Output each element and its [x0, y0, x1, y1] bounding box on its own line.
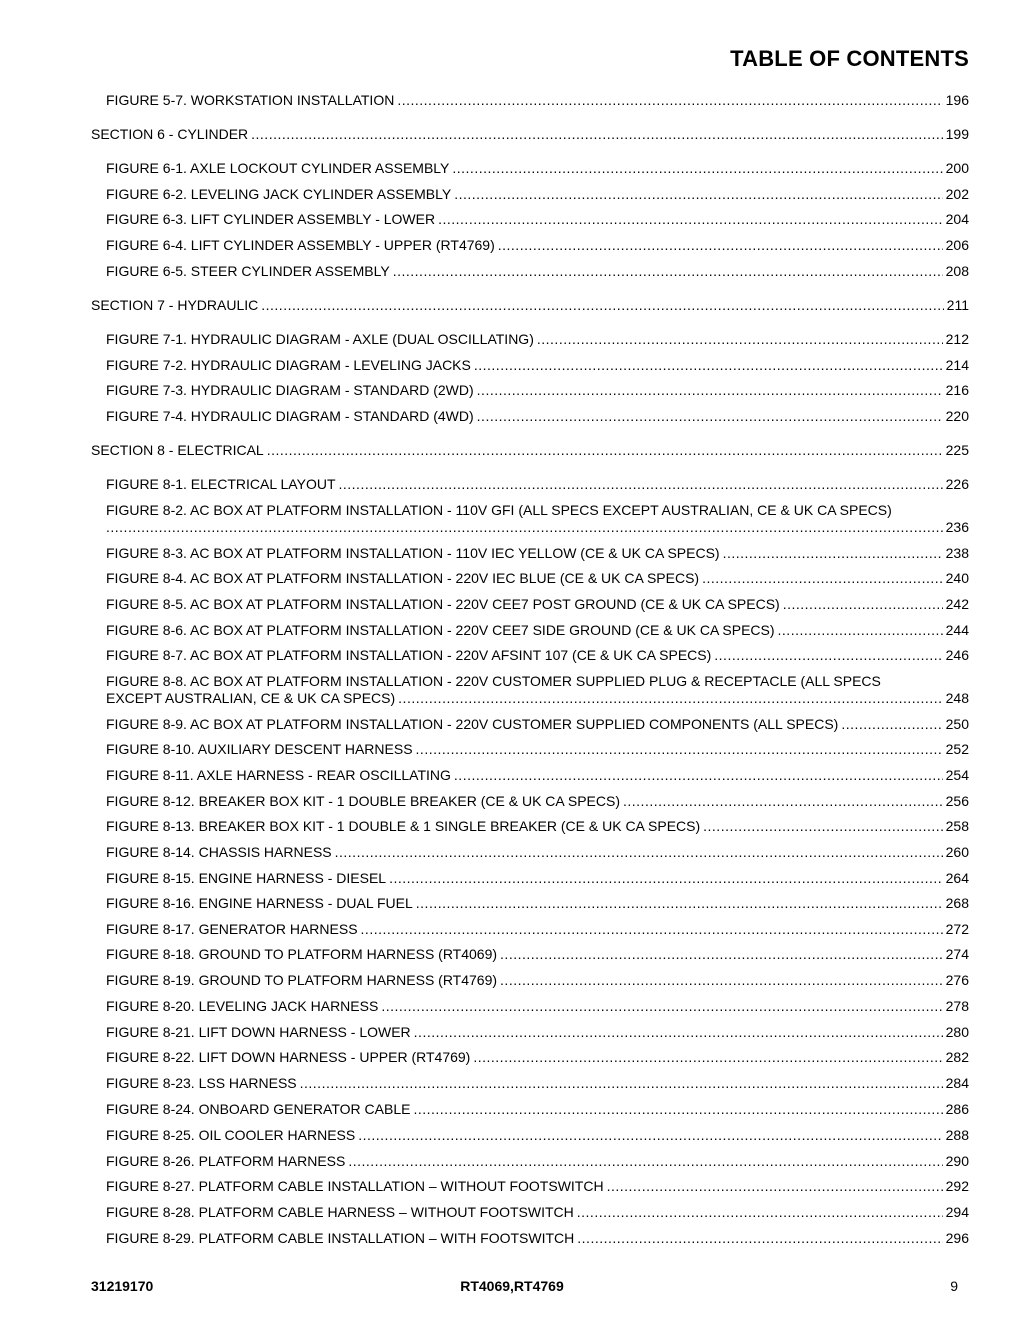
footer-doc-number: 31219170: [91, 1278, 154, 1294]
dot-leader: [452, 160, 942, 177]
toc-entry-label: FIGURE 8-22. LIFT DOWN HARNESS - UPPER (RT4769): [106, 1049, 471, 1065]
toc-entry-page: 280: [945, 1024, 969, 1040]
toc-entry-label: FIGURE 6-5. STEER CYLINDER ASSEMBLY: [106, 263, 390, 279]
dot-leader: [577, 1230, 942, 1247]
toc-entry[interactable]: [106, 1075, 969, 1092]
toc-entry[interactable]: [106, 946, 969, 963]
toc-entry[interactable]: [106, 972, 969, 989]
dot-leader: [607, 1178, 943, 1195]
dot-leader: [261, 297, 943, 314]
toc-entry-label: FIGURE 8-7. AC BOX AT PLATFORM INSTALLATION - 220V AFSINT 107 (CE & UK CA SPECS): [106, 647, 712, 663]
toc-entry-label: FIGURE 7-4. HYDRAULIC DIAGRAM - STANDARD (4WD): [106, 408, 474, 424]
toc-entry-label: FIGURE 8-13. BREAKER BOX KIT - 1 DOUBLE & 1 SINGLE BREAKER (CE & UK CA SPECS): [106, 818, 701, 834]
toc-entry-label: FIGURE 6-4. LIFT CYLINDER ASSEMBLY - UPPER (RT4769): [106, 237, 495, 253]
toc-entry-label: FIGURE 8-5. AC BOX AT PLATFORM INSTALLATION - 220V CEE7 POST GROUND (CE & UK CA SPECS): [106, 596, 780, 612]
page-title: TABLE OF CONTENTS: [730, 46, 969, 71]
toc-entry-label: FIGURE 8-20. LEVELING JACK HARNESS: [106, 998, 379, 1014]
dot-leader: [714, 647, 942, 664]
toc-entry-label: FIGURE 8-16. ENGINE HARNESS - DUAL FUEL: [106, 895, 413, 911]
toc-entry-page: 282: [945, 1049, 969, 1065]
toc-entry-page: 296: [945, 1230, 969, 1246]
toc-entry-label: FIGURE 8-6. AC BOX AT PLATFORM INSTALLATION - 220V CEE7 SIDE GROUND (CE & UK CA SPECS): [106, 622, 775, 638]
toc-entry-label: FIGURE 8-17. GENERATOR HARNESS: [106, 921, 358, 937]
toc-entry[interactable]: [106, 570, 969, 587]
dot-leader: [381, 998, 942, 1015]
dot-leader: [778, 622, 943, 639]
toc-entry-label: FIGURE 8-27. PLATFORM CABLE INSTALLATION – WITHOUT FOOTSWITCH: [106, 1178, 604, 1194]
dot-leader: [474, 357, 943, 374]
toc-entry-label: FIGURE 6-1. AXLE LOCKOUT CYLINDER ASSEMBLY: [106, 160, 450, 176]
toc-entry[interactable]: [106, 767, 969, 784]
dot-leader: [723, 545, 943, 562]
toc-entry[interactable]: [106, 476, 969, 493]
dot-leader: [339, 476, 943, 493]
toc-entry-label: FIGURE 8-4. AC BOX AT PLATFORM INSTALLATION - 220V IEC BLUE (CE & UK CA SPECS): [106, 570, 700, 586]
toc-entry[interactable]: [106, 716, 969, 733]
toc-entry-label: FIGURE 8-1. ELECTRICAL LAYOUT: [106, 476, 336, 492]
dot-leader: [438, 211, 943, 228]
toc-entry-label: FIGURE 8-25. OIL COOLER HARNESS: [106, 1127, 356, 1143]
toc-section-label: SECTION 8 - ELECTRICAL: [91, 442, 264, 458]
dot-leader: [389, 870, 943, 887]
dot-leader: [703, 818, 943, 835]
toc-entry-page: 226: [945, 476, 969, 492]
toc-entry-page: 286: [945, 1101, 969, 1117]
dot-leader: [477, 382, 943, 399]
dot-leader: [106, 519, 943, 536]
dot-leader: [454, 767, 943, 784]
toc-entry-label-continued: EXCEPT AUSTRALIAN, CE & UK CA SPECS): [106, 690, 396, 706]
dot-leader: [414, 1024, 943, 1041]
toc-entry[interactable]: [106, 263, 969, 280]
dot-leader: [300, 1075, 943, 1092]
dot-leader: [393, 263, 943, 280]
toc-entry[interactable]: [106, 895, 969, 912]
dot-leader: [577, 1204, 943, 1221]
toc-entry[interactable]: [106, 545, 969, 562]
toc-entry-page: 202: [945, 186, 969, 202]
toc-entry-page: 250: [945, 716, 969, 732]
toc-entry-label: FIGURE 8-14. CHASSIS HARNESS: [106, 844, 332, 860]
dot-leader: [416, 895, 943, 912]
dot-leader: [783, 596, 943, 613]
toc-entry[interactable]: [106, 1178, 969, 1195]
toc-entry-page: 200: [945, 160, 969, 176]
toc-entry[interactable]: [106, 596, 969, 613]
toc-entry[interactable]: [106, 1049, 969, 1066]
dot-leader: [500, 946, 943, 963]
toc-entry-label: FIGURE 8-26. PLATFORM HARNESS: [106, 1153, 346, 1169]
toc-entry-label: FIGURE 8-9. AC BOX AT PLATFORM INSTALLATION - 220V CUSTOMER SUPPLIED COMPONENTS (ALL SPECS): [106, 716, 839, 732]
dot-leader: [477, 408, 943, 425]
toc-entry-page: 199: [945, 126, 969, 142]
toc-entry-page: 258: [945, 818, 969, 834]
toc-entry[interactable]: [106, 1153, 969, 1170]
toc-entry-page: 272: [945, 921, 969, 937]
toc-entry-page: 260: [945, 844, 969, 860]
toc-entry-label: FIGURE 8-29. PLATFORM CABLE INSTALLATION – WITH FOOTSWITCH: [106, 1230, 575, 1246]
toc-entry[interactable]: [106, 1024, 969, 1041]
dot-leader: [267, 442, 943, 459]
toc-section-label: SECTION 7 - HYDRAULIC: [91, 297, 259, 313]
toc-entry-page: 252: [945, 741, 969, 757]
toc-section-label: SECTION 6 - CYLINDER: [91, 126, 249, 142]
toc-entry-page: 274: [945, 946, 969, 962]
dot-leader: [348, 1153, 942, 1170]
toc-entry[interactable]: [106, 502, 969, 536]
toc-entry[interactable]: [106, 408, 969, 425]
toc-entry[interactable]: [106, 818, 969, 835]
toc-entry[interactable]: [106, 92, 969, 109]
toc-entry-label: FIGURE 8-18. GROUND TO PLATFORM HARNESS (RT4069): [106, 946, 498, 962]
toc-entry[interactable]: [91, 126, 969, 143]
dot-leader: [416, 741, 943, 758]
toc-entry[interactable]: [91, 297, 969, 314]
toc-entry-page: 276: [945, 972, 969, 988]
toc-entry[interactable]: [106, 1101, 969, 1118]
dot-leader: [473, 1049, 942, 1066]
toc-entry-page: 278: [945, 998, 969, 1014]
toc-entry[interactable]: [106, 647, 969, 664]
toc-entry-page: 208: [945, 263, 969, 279]
toc-entry-page: 246: [945, 647, 969, 663]
toc-entry-label: FIGURE 8-11. AXLE HARNESS - REAR OSCILLATING: [106, 767, 451, 783]
dot-leader: [361, 921, 943, 938]
footer-models: RT4069,RT4769: [460, 1278, 564, 1294]
dot-leader: [498, 237, 943, 254]
toc-entry-label: FIGURE 5-7. WORKSTATION INSTALLATION: [106, 92, 395, 108]
toc-entry[interactable]: [91, 442, 969, 459]
dot-leader: [500, 972, 943, 989]
toc-entry-label: FIGURE 8-10. AUXILIARY DESCENT HARNESS: [106, 741, 413, 757]
toc-entry-page: 244: [945, 622, 969, 638]
dot-leader: [702, 570, 943, 587]
toc-entry-label: FIGURE 7-2. HYDRAULIC DIAGRAM - LEVELING JACKS: [106, 357, 471, 373]
toc-entry[interactable]: [106, 237, 969, 254]
toc-entry-label: FIGURE 7-1. HYDRAULIC DIAGRAM - AXLE (DUAL OSCILLATING): [106, 331, 534, 347]
toc-entry-label: FIGURE 8-24. ONBOARD GENERATOR CABLE: [106, 1101, 411, 1117]
toc-entry-label: FIGURE 8-2. AC BOX AT PLATFORM INSTALLATION - 110V GFI (ALL SPECS EXCEPT AUSTRALIAN, CE & UK CA SPECS): [106, 502, 892, 518]
toc-entry-page: 236: [945, 519, 969, 535]
dot-leader: [537, 331, 943, 348]
dot-leader: [454, 186, 942, 203]
dot-leader: [413, 1101, 942, 1118]
toc-entry-page: 256: [945, 793, 969, 809]
toc-entry-page: 238: [945, 545, 969, 561]
toc-entry-label: FIGURE 8-28. PLATFORM CABLE HARNESS – WITHOUT FOOTSWITCH: [106, 1204, 574, 1220]
toc-entry-page: 292: [945, 1178, 969, 1194]
toc-entry-page: 206: [945, 237, 969, 253]
toc-entry-page: 242: [945, 596, 969, 612]
toc-entry-label: FIGURE 7-3. HYDRAULIC DIAGRAM - STANDARD (2WD): [106, 382, 474, 398]
footer-page-number: 9: [950, 1278, 958, 1294]
toc-entry-page: 240: [945, 570, 969, 586]
toc-entry[interactable]: [106, 382, 969, 399]
toc-entry-label: FIGURE 8-23. LSS HARNESS: [106, 1075, 297, 1091]
toc-entry-label: FIGURE 8-3. AC BOX AT PLATFORM INSTALLATION - 110V IEC YELLOW (CE & UK CA SPECS): [106, 545, 720, 561]
toc-entry-page: 264: [945, 870, 969, 886]
toc-entry[interactable]: [106, 1127, 969, 1144]
dot-leader: [251, 126, 943, 143]
toc-entry-page: 216: [945, 382, 969, 398]
toc-entry[interactable]: [106, 211, 969, 228]
toc-entry-page: 212: [945, 331, 969, 347]
toc-entry[interactable]: [106, 186, 969, 203]
dot-leader: [397, 92, 942, 109]
dot-leader: [398, 690, 942, 707]
toc-entry[interactable]: [106, 1230, 969, 1247]
toc-entry[interactable]: [106, 844, 969, 861]
toc-entry-label: FIGURE 8-15. ENGINE HARNESS - DIESEL: [106, 870, 387, 886]
toc-entry[interactable]: [106, 622, 969, 639]
toc-entry-page: 288: [945, 1127, 969, 1143]
toc-entry-page: 284: [945, 1075, 969, 1091]
toc-entry[interactable]: [106, 870, 969, 887]
toc-entry-page: 204: [945, 211, 969, 227]
toc-entry-label: FIGURE 6-3. LIFT CYLINDER ASSEMBLY - LOWER: [106, 211, 436, 227]
toc-entry-label: FIGURE 8-12. BREAKER BOX KIT - 1 DOUBLE BREAKER (CE & UK CA SPECS): [106, 793, 620, 809]
toc-entry[interactable]: [106, 741, 969, 758]
toc-entry[interactable]: [106, 1204, 969, 1221]
toc-entry-page: 268: [945, 895, 969, 911]
dot-leader: [841, 716, 942, 733]
toc-entry[interactable]: [106, 998, 969, 1015]
toc-entry-label: FIGURE 8-19. GROUND TO PLATFORM HARNESS (RT4769): [106, 972, 498, 988]
toc-entry-page: 294: [945, 1204, 969, 1220]
toc-entry-page: 248: [945, 690, 969, 706]
toc-entry-page: 254: [945, 767, 969, 783]
toc-entry[interactable]: [106, 160, 969, 177]
toc-entry[interactable]: [106, 331, 969, 348]
toc-entry-label: FIGURE 8-8. AC BOX AT PLATFORM INSTALLATION - 220V CUSTOMER SUPPLIED PLUG & RECEPTACLE (ALL SPECS: [106, 673, 881, 689]
toc-entry[interactable]: [106, 357, 969, 374]
toc-entry-page: 214: [945, 357, 969, 373]
toc-entry-page: 290: [945, 1153, 969, 1169]
toc-entry-page: 196: [945, 92, 969, 108]
toc-entry[interactable]: [106, 673, 969, 707]
toc-entry[interactable]: [106, 793, 969, 810]
toc-entry-page: 225: [945, 442, 969, 458]
toc-entry-label: FIGURE 6-2. LEVELING JACK CYLINDER ASSEMBLY: [106, 186, 452, 202]
toc-entry-page: 220: [945, 408, 969, 424]
dot-leader: [335, 844, 943, 861]
toc-entry-label: FIGURE 8-21. LIFT DOWN HARNESS - LOWER: [106, 1024, 411, 1040]
dot-leader: [358, 1127, 942, 1144]
toc-entry-page: 211: [946, 297, 969, 313]
toc-entry[interactable]: [106, 921, 969, 938]
dot-leader: [623, 793, 943, 810]
